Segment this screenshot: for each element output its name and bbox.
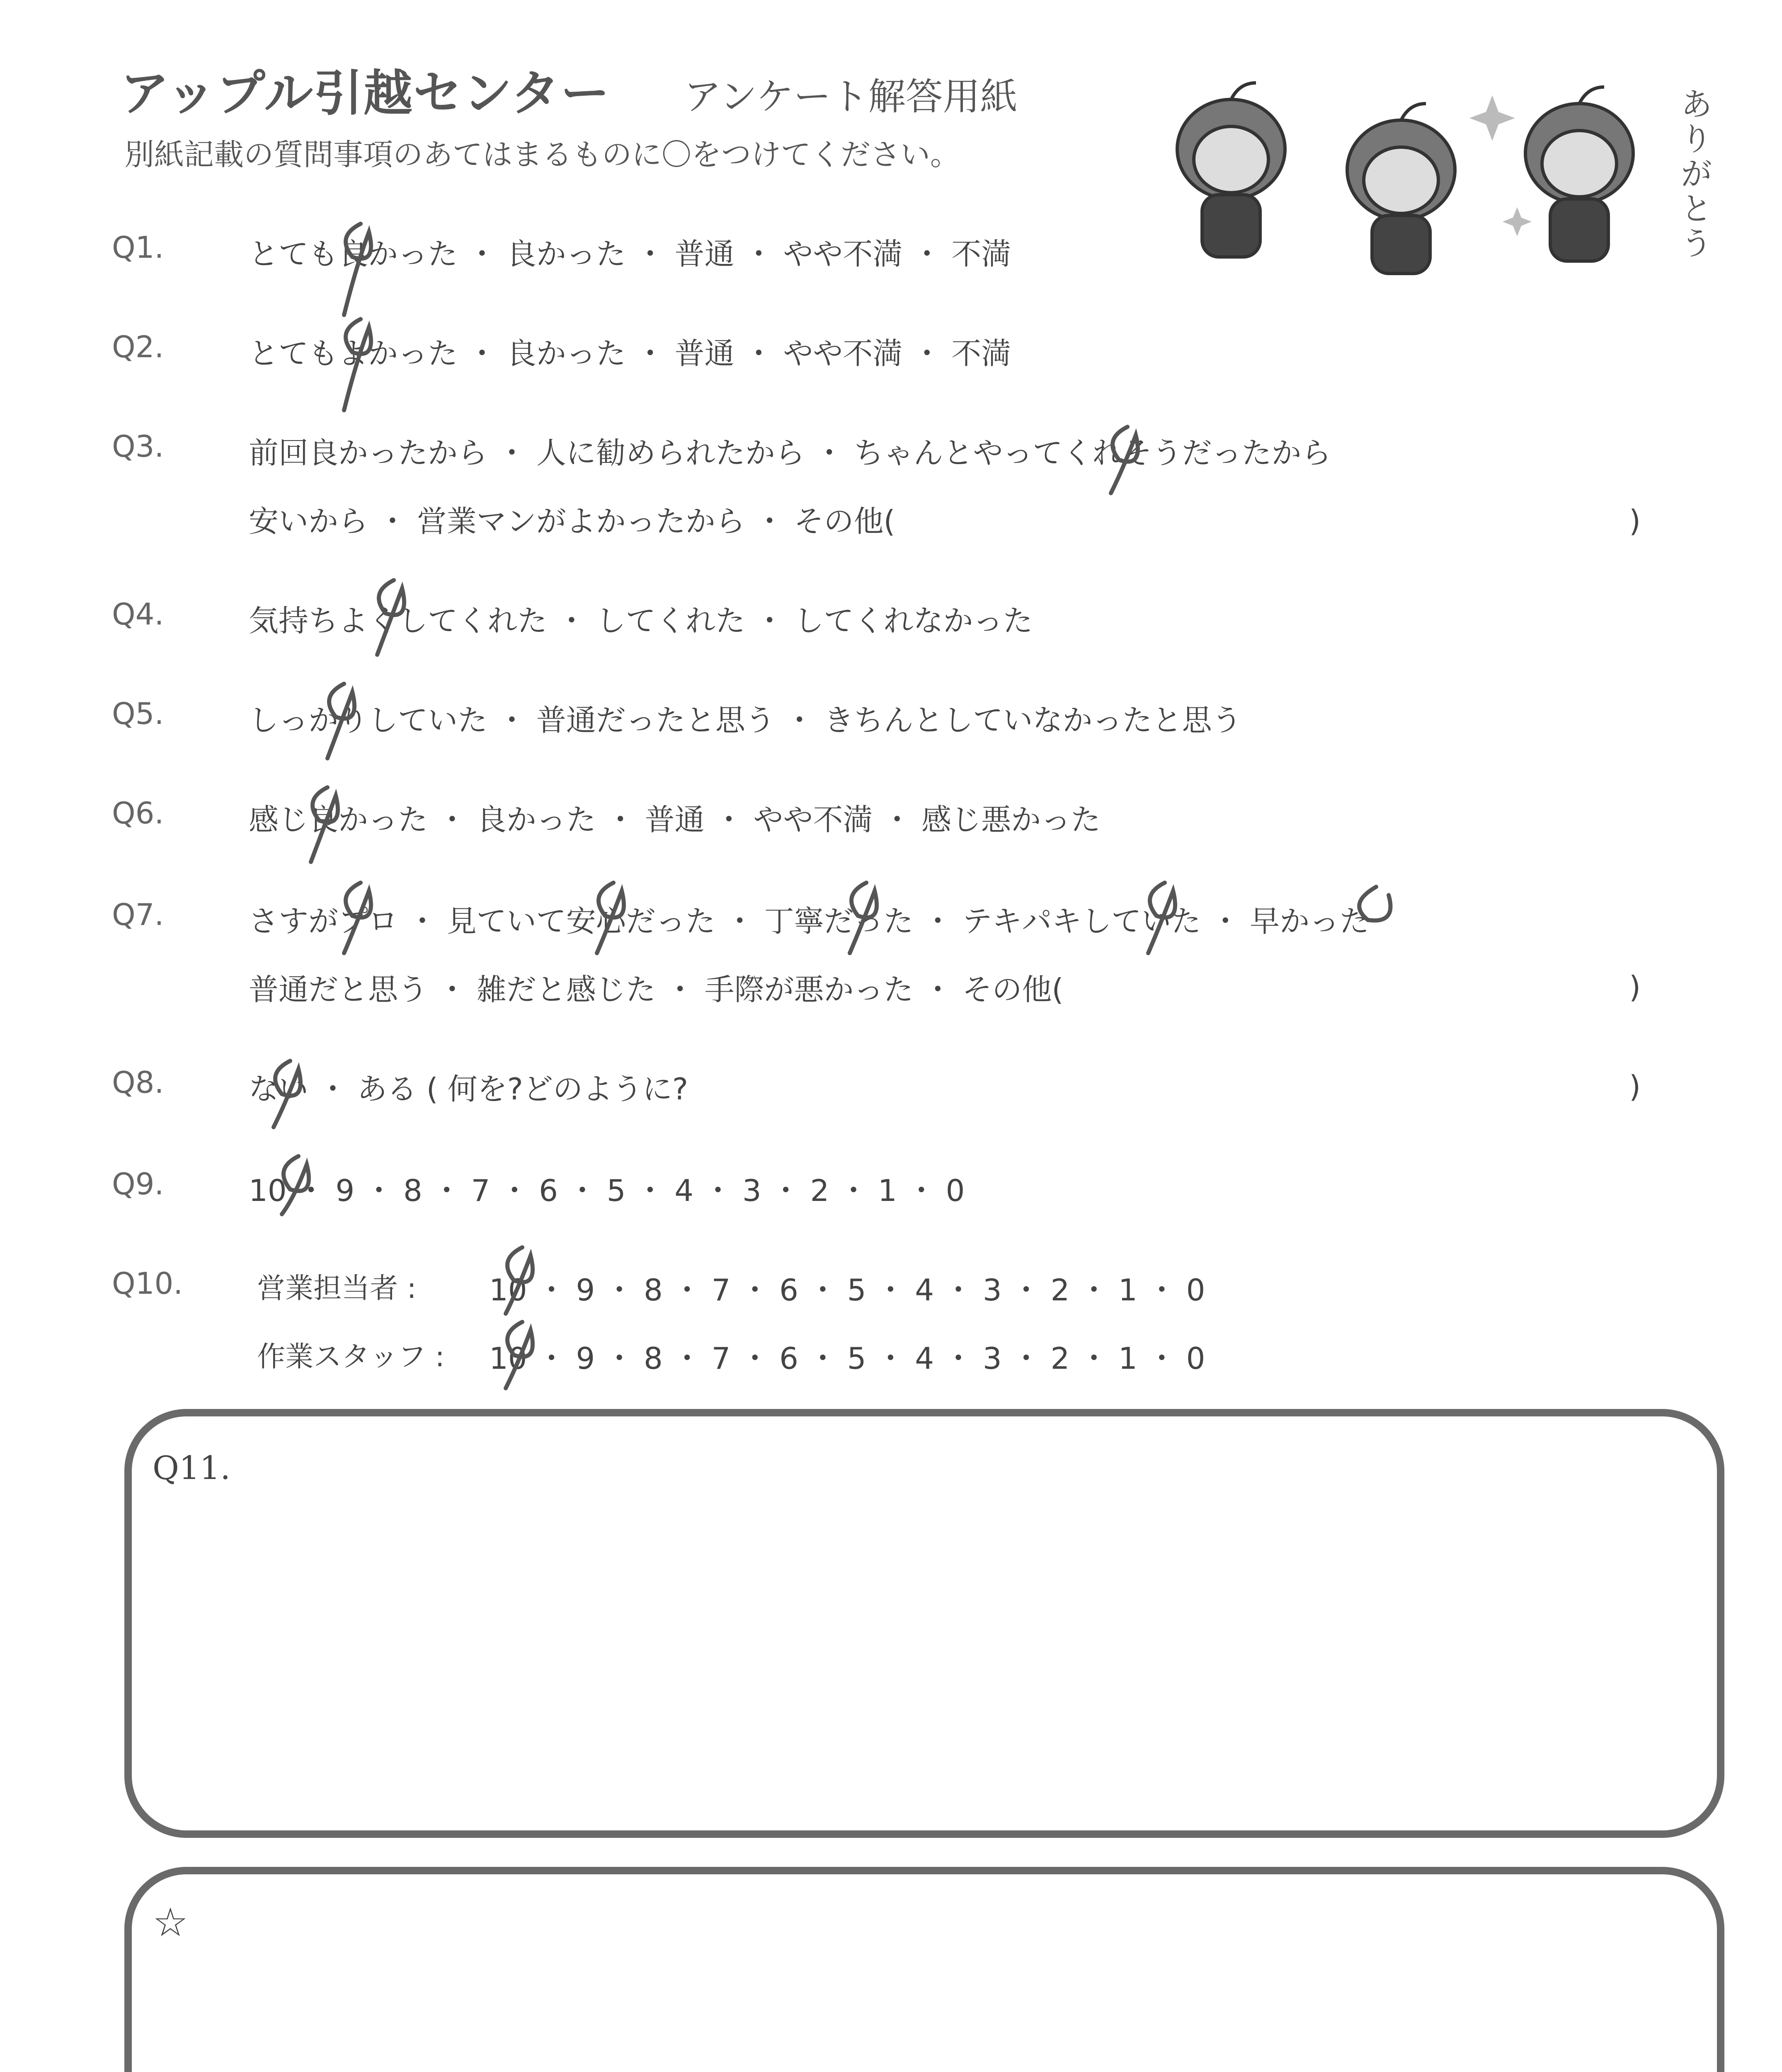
q10-sales-scale: 10 ・ 9 ・ 8 ・ 7 ・ 6 ・ 5 ・ 4 ・ 3 ・ 2 ・ 1 ・ 0	[489, 1273, 1205, 1307]
q7-options-line2: 普通だと思う ・ 雑だと感じた ・ 手際が悪かった ・ その他(	[249, 972, 1064, 1007]
star-icon: ☆	[153, 1899, 189, 1946]
q7-paren-close: )	[1629, 970, 1641, 1005]
q8-label: Q8.	[112, 1065, 164, 1100]
q10-staff-label: 作業スタッフ :	[257, 1341, 445, 1373]
q3-options-line2: 安いから ・ 営業マンがよかったから ・ その他(	[249, 504, 895, 539]
q10-label: Q10.	[112, 1266, 183, 1301]
q9-label: Q9.	[112, 1167, 164, 1201]
q4-options: 気持ちよくしてくれた ・ してくれた ・ してくれなかった	[249, 603, 1033, 638]
q5-label: Q5.	[112, 696, 164, 731]
q1-options: とても良かった ・ 良かった ・ 普通 ・ やや不満 ・ 不満	[249, 237, 1011, 271]
q8-paren-close: )	[1629, 1069, 1641, 1104]
q3-options-line1: 前回良かったから ・ 人に勧められたから ・ ちゃんとやってくれそうだったから	[249, 436, 1331, 470]
q6-options: 感じ良かった ・ 良かった ・ 普通 ・ やや不満 ・ 感じ悪かった	[249, 802, 1101, 837]
q4-label: Q4.	[112, 597, 164, 632]
form-subtitle: アンケート解答用紙	[684, 75, 1018, 119]
q10-sales-label: 営業担当者 :	[257, 1272, 417, 1305]
q9-scale: 10 ・ 9 ・ 8 ・ 7 ・ 6 ・ 5 ・ 4 ・ 3 ・ 2 ・ 1 ・ 0	[249, 1173, 965, 1208]
q8-options: ない ・ ある ( 何を?どのように?	[249, 1072, 689, 1106]
star-comment-box[interactable]	[124, 1867, 1724, 2072]
q11-comment-box[interactable]	[124, 1409, 1724, 1838]
arigatou-text: ありがとう	[1675, 87, 1712, 261]
instruction-text: 別紙記載の質問事項のあてはまるものに〇をつけてください。	[124, 137, 960, 172]
q7-options-line1: さすがプロ ・ 見ていて安心だった ・ 丁寧だった ・ テキパキしていた ・ 早かった	[249, 904, 1370, 939]
q10-staff-scale: 10 ・ 9 ・ 8 ・ 7 ・ 6 ・ 5 ・ 4 ・ 3 ・ 2 ・ 1 ・ 0	[489, 1341, 1205, 1376]
q11-label: Q11.	[153, 1450, 230, 1487]
q2-options: とてもよかった ・ 良かった ・ 普通 ・ やや不満 ・ 不満	[249, 336, 1011, 371]
form-title: アップル引越センター	[120, 65, 611, 122]
q3-label: Q3.	[112, 429, 164, 464]
q3-paren-close: )	[1629, 503, 1641, 538]
monkey-mascots-illustration	[1152, 70, 1704, 278]
q7-label: Q7.	[112, 897, 164, 932]
q6-label: Q6.	[112, 796, 164, 830]
q2-label: Q2.	[112, 329, 164, 364]
q5-options: しっかりしていた ・ 普通だったと思う ・ きちんとしていなかったと思う	[249, 703, 1242, 738]
q1-label: Q1.	[112, 230, 164, 265]
